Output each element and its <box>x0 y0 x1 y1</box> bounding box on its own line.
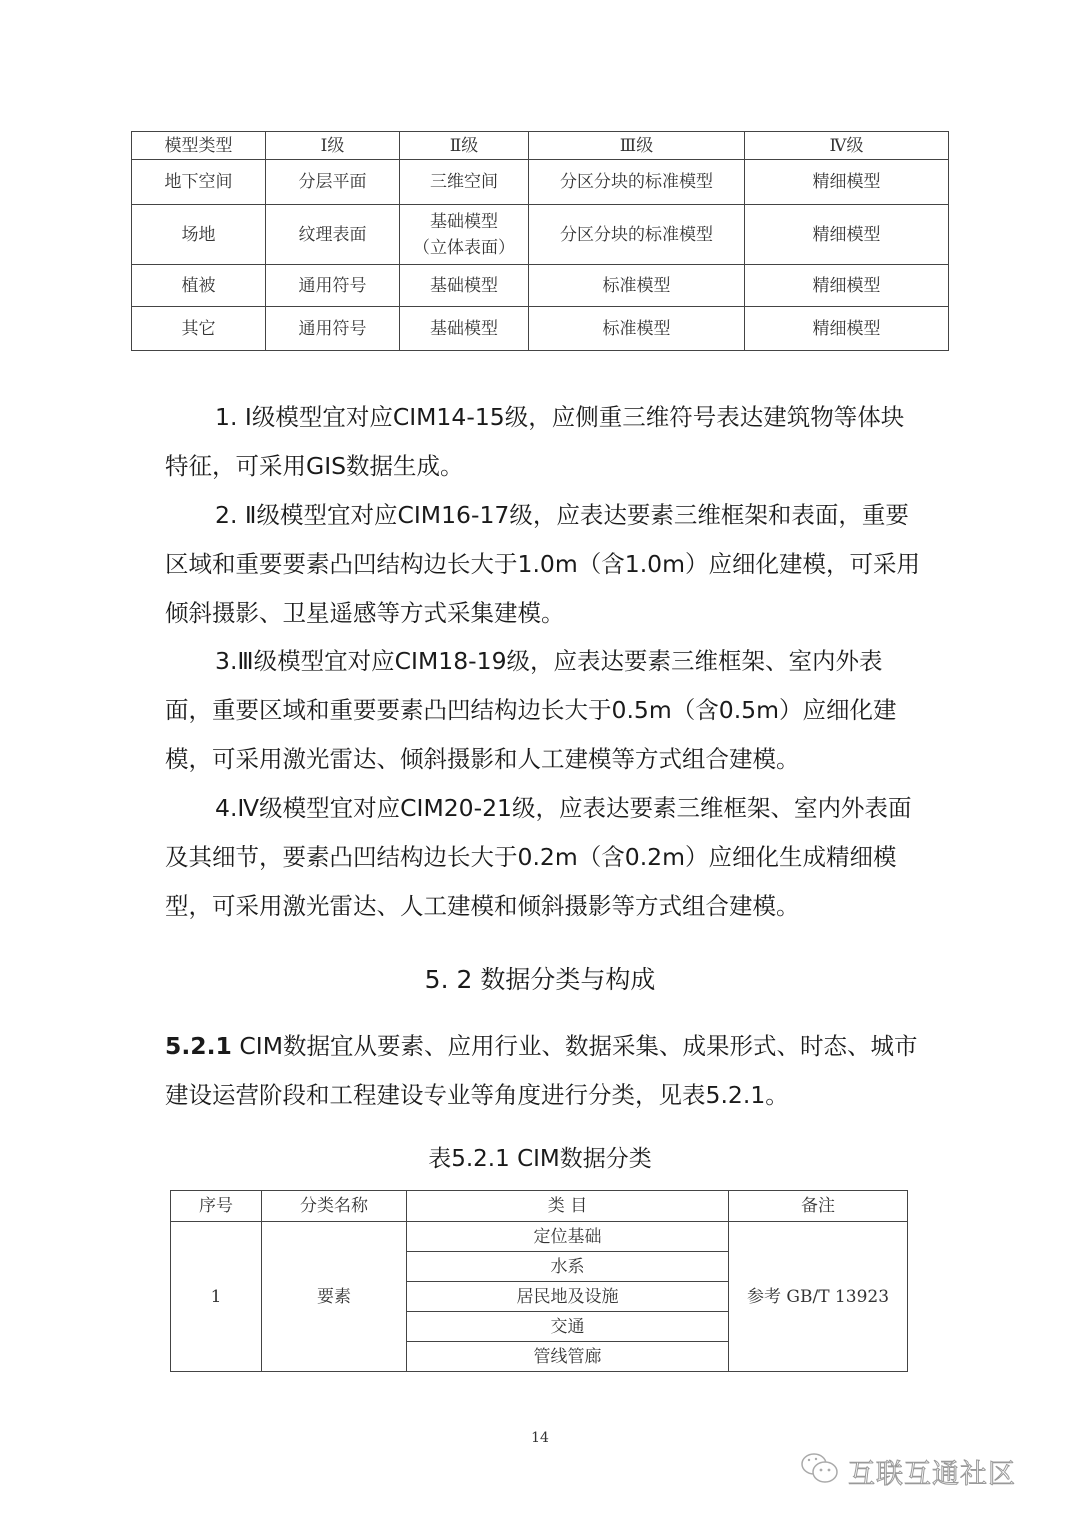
cell-line: （立体表面） <box>413 237 515 258</box>
table-cell: 植被 <box>132 265 266 307</box>
table-cell: 纹理表面 <box>266 205 400 265</box>
note-cell: 参考 GB/T 13923 <box>729 1222 908 1372</box>
header-cell: Ⅲ级 <box>529 132 745 160</box>
index-cell: 1 <box>171 1222 262 1372</box>
table-cell: 基础模型 <box>400 265 529 307</box>
wechat-icon <box>800 1452 840 1491</box>
item-cell: 定位基础 <box>407 1222 729 1252</box>
section-heading: 5. 2 数据分类与构成 <box>424 965 656 994</box>
table-cell: 精细模型 <box>745 265 949 307</box>
watermark <box>800 1452 1016 1491</box>
table-cell: 场地 <box>132 205 266 265</box>
header-cell: 类 目 <box>407 1191 729 1222</box>
paragraph-level-3: 3.Ⅲ级模型宜对应CIM18-19级，应表达要素三维框架、室内外表面，重要区域和重要要素凸凹结构边长大于0.5m（含0.5m）应细化建模，可采用激光雷达、倾斜摄影和人工建模等方式组合建模。 <box>165 647 897 773</box>
table-row <box>132 265 949 307</box>
header-cell: 模型类型 <box>132 132 266 160</box>
page-number: 14 <box>531 1430 549 1446</box>
table-cell: 三维空间 <box>400 160 529 205</box>
table-cell: 地下空间 <box>132 160 266 205</box>
table-cell: 分区分块的标准模型 <box>529 205 745 265</box>
header-cell: Ⅳ级 <box>745 132 949 160</box>
table-header-row <box>171 1191 908 1222</box>
item-cell: 交通 <box>407 1312 729 1342</box>
table-header-row <box>132 132 949 160</box>
clause-5-2-1 <box>165 1022 925 1120</box>
table-cell: 通用符号 <box>266 307 400 351</box>
table-cell: 标准模型 <box>529 307 745 351</box>
table-cell: 分层平面 <box>266 160 400 205</box>
table-cell: 标准模型 <box>529 265 745 307</box>
model-level-table <box>131 131 949 351</box>
table-row <box>132 160 949 205</box>
header-cell: 分类名称 <box>262 1191 407 1222</box>
table-cell <box>400 205 529 265</box>
category-name-cell: 要素 <box>262 1222 407 1372</box>
table-cell: 分区分块的标准模型 <box>529 160 745 205</box>
clause-text: CIM数据宜从要素、应用行业、数据采集、成果形式、时态、城市建设运营阶段和工程建设专业等角度进行分类，见表5.2.1。 <box>165 1032 918 1109</box>
item-cell: 管线管廊 <box>407 1342 729 1372</box>
watermark-text: 互联互通社区 <box>848 1459 1016 1490</box>
paragraph-level-1: 1. Ⅰ级模型宜对应CIM14-15级，应侧重三维符号表达建筑物等体块特征，可采用GIS数据生成。 <box>165 403 905 480</box>
table-row <box>171 1222 908 1252</box>
table-cell: 精细模型 <box>745 160 949 205</box>
header-cell: 备注 <box>729 1191 908 1222</box>
header-cell: 序号 <box>171 1191 262 1222</box>
paragraph-level-2: 2. Ⅱ级模型宜对应CIM16-17级，应表达要素三维框架和表面，重要区域和重要要素凸凹结构边长大于1.0m（含1.0m）应细化建模，可采用倾斜摄影、卫星遥感等方式采集建模。 <box>165 501 921 627</box>
cell-line: 基础模型 <box>430 211 498 232</box>
table-row <box>132 307 949 351</box>
table-cell: 基础模型 <box>400 307 529 351</box>
cim-data-classification-table <box>170 1190 908 1372</box>
paragraph-level-4: 4.Ⅳ级模型宜对应CIM20-21级，应表达要素三维框架、室内外表面及其细节，要素凸凹结构边长大于0.2m（含0.2m）应细化生成精细模型，可采用激光雷达、人工建模和倾斜摄影等方式组合建模。 <box>165 794 912 920</box>
header-cell: Ⅰ级 <box>266 132 400 160</box>
table-cell: 精细模型 <box>745 307 949 351</box>
table-cell: 精细模型 <box>745 205 949 265</box>
item-cell: 居民地及设施 <box>407 1282 729 1312</box>
table-caption: 表5.2.1 CIM数据分类 <box>428 1146 652 1172</box>
item-cell: 水系 <box>407 1252 729 1282</box>
table-cell: 通用符号 <box>266 265 400 307</box>
table-cell: 其它 <box>132 307 266 351</box>
table-row <box>132 205 949 265</box>
header-cell: Ⅱ级 <box>400 132 529 160</box>
clause-number: 5.2.1 <box>165 1032 232 1060</box>
